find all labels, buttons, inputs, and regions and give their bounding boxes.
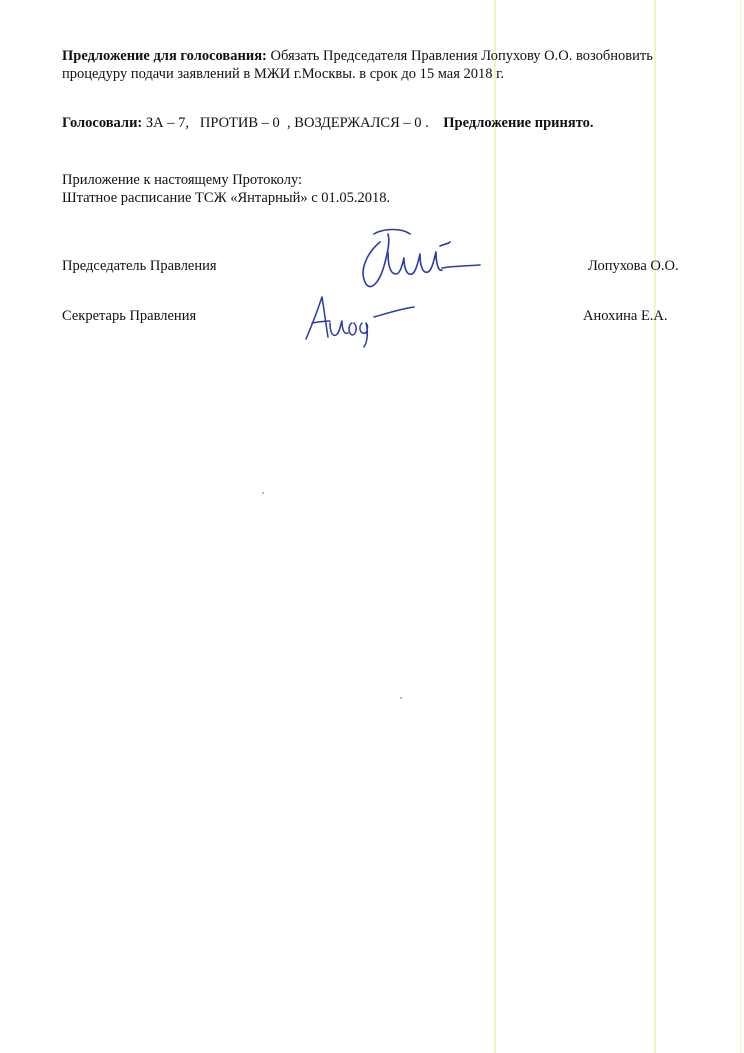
attachment-section — [62, 171, 390, 207]
proposal-text-2: процедуру подачи заявлений в МЖИ г.Москвы. в срок до 15 мая 2018 г. — [62, 66, 505, 82]
scan-speck — [262, 492, 264, 494]
chair-role: Председатель Правления — [62, 258, 217, 274]
vote-tally: ЗА – 7, ПРОТИВ – 0 , ВОЗДЕРЖАЛСЯ – 0 . — [142, 115, 444, 131]
secretary-handwritten-signature — [300, 289, 430, 349]
scan-artifact-line — [740, 0, 741, 1053]
proposal-text-1: Обязать Председателя Правления Лопухову О.О. возобновить — [266, 48, 653, 64]
proposal-line-1 — [62, 47, 653, 65]
vote-result: Предложение принято. — [443, 115, 594, 131]
secretary-role: Секретарь Правления — [62, 308, 197, 324]
chair-handwritten-signature — [344, 222, 484, 297]
vote-section — [62, 114, 594, 132]
secretary-name: Анохина Е.А. — [583, 308, 668, 324]
chair-name: Лопухова О.О. — [588, 258, 679, 274]
vote-label: Голосовали: — [62, 115, 143, 131]
scan-artifact-line — [654, 0, 656, 1053]
scan-artifact-line — [494, 0, 496, 1053]
scan-speck — [400, 697, 402, 699]
attachment-line-2: Штатное расписание ТСЖ «Янтарный» с 01.05.2018. — [62, 190, 391, 206]
attachment-line-1: Приложение к настоящему Протоколу: — [62, 172, 303, 188]
proposal-section — [62, 47, 653, 83]
proposal-label: Предложение для голосования: — [62, 48, 267, 64]
